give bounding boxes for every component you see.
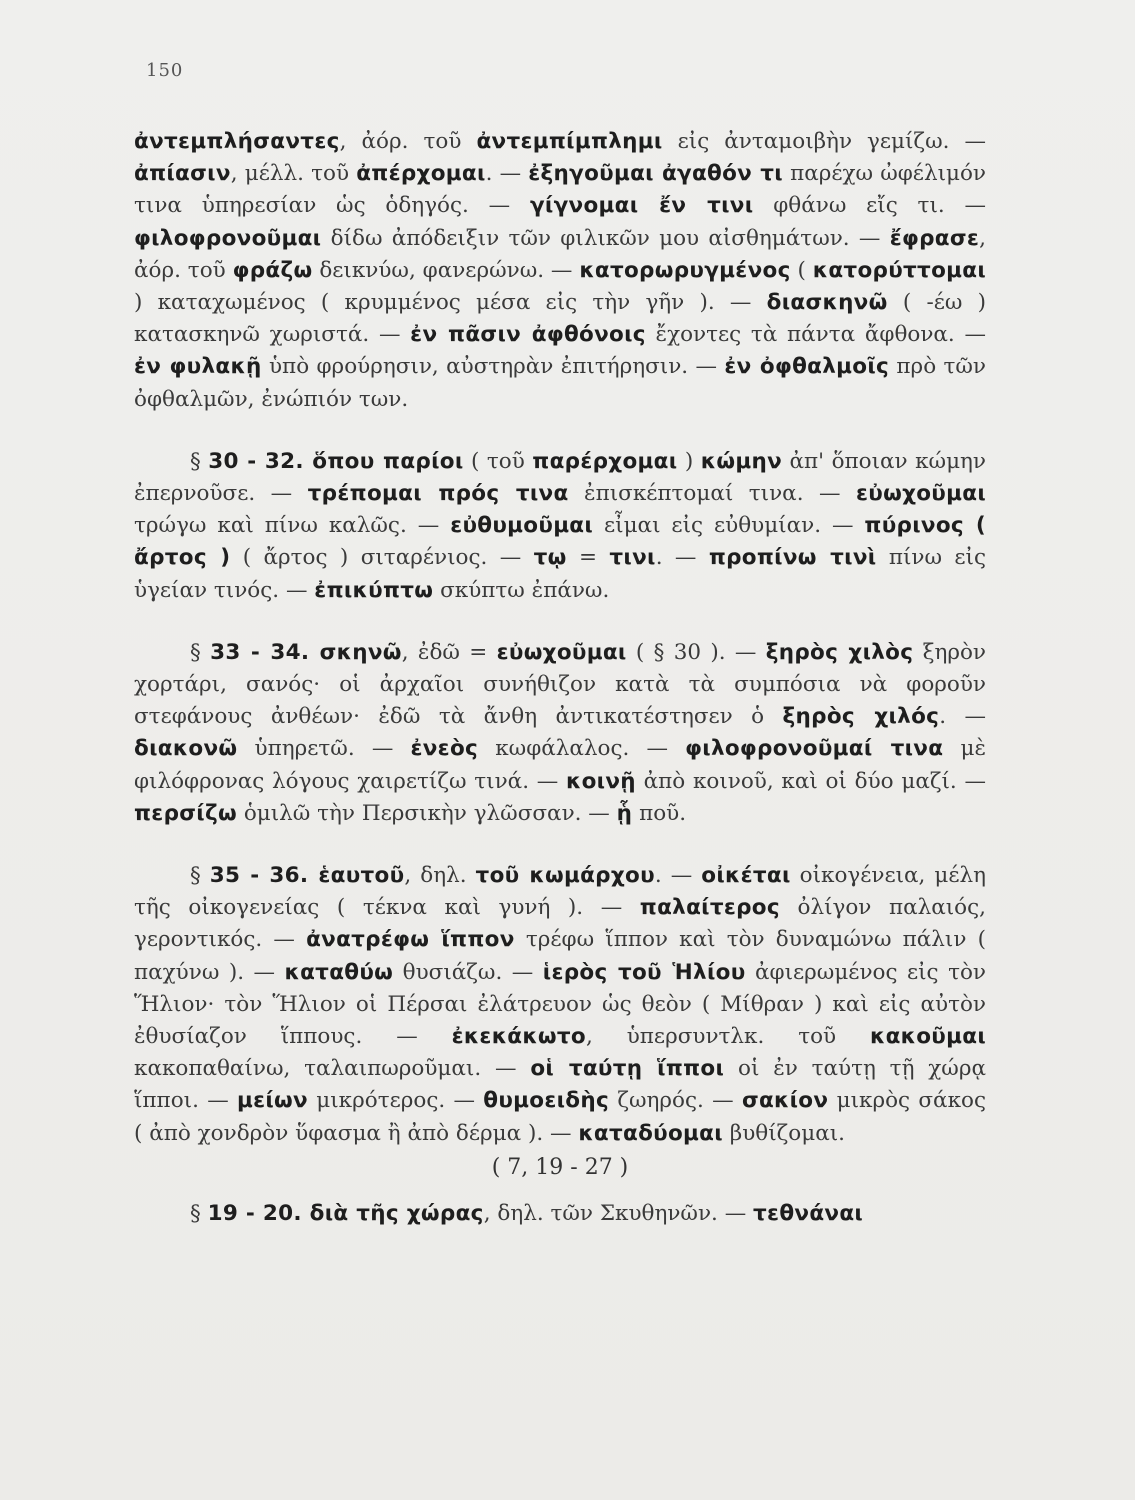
definition-text: κακοπαθαίνω, ταλαιπωροῦμαι. —: [134, 1056, 531, 1082]
definition-text: , ἐδῶ =: [401, 639, 497, 665]
definition-text: μικρότερος. —: [307, 1088, 484, 1114]
definition-text: πρὸ τῶν ὀφθαλμῶν, ἐνώπιόν των.: [134, 354, 987, 412]
definition-text: εἶμαι εἰς εὐθυμίαν. —: [593, 513, 865, 539]
definition-text: ἐπισκέπτομαί τινα. —: [568, 481, 856, 507]
definition-text: δίδω ἀπόδειξιν τῶν φιλικῶν μου αἰσθημάτων. —: [321, 225, 890, 251]
definition-text: μικρὸς σάκος ( ἀπὸ χονδρὸν ὕφασμα ἢ ἀπὸ δέρμα ). —: [134, 1088, 986, 1146]
headword: κατορωρυγμένος: [579, 257, 791, 283]
definition-text: , ἀόρ. τοῦ: [134, 225, 986, 283]
definition-text: (: [790, 257, 813, 283]
headword: ἀπίασιν: [134, 161, 231, 187]
headword: ἐκεκάκωτο: [451, 1024, 587, 1050]
headword: προπίνω τινὶ: [708, 545, 877, 571]
definition-text: , ἀόρ. τοῦ: [339, 129, 477, 154]
definition-text: ὑπηρετῶ. —: [237, 736, 411, 762]
headword: ἐν ὀφθαλμοῖς: [724, 354, 890, 380]
definition-text: ἀπ' ὅποιαν κώμην ἐπερνοῦσε. —: [134, 448, 986, 507]
headword: ἐν πᾶσιν ἀφθόνοις: [410, 322, 646, 348]
definition-text: . —: [655, 545, 709, 571]
headword: ἐν φυλακῇ: [134, 354, 262, 380]
headword: ἱερὸς τοῦ Ἡλίου: [542, 959, 746, 985]
headword: παλαίτερος: [639, 895, 780, 921]
definition-text: πίνω εἰς ὑγείαν τινός. —: [134, 545, 986, 603]
headword: διασκηνῶ: [766, 290, 888, 316]
headword: τινι: [609, 545, 656, 571]
glossary-paragraph: [134, 860, 986, 1150]
headword: καταδύομαι: [578, 1120, 723, 1146]
definition-text: οἰκογένεια, μέλη τῆς οἰκογενείας ( τέκνα καὶ γυνή ). —: [134, 863, 986, 921]
headword: φιλοφρονοῦμαί τινα: [685, 736, 944, 762]
headword: 19 - 20. διὰ τῆς χώρας: [207, 1200, 484, 1226]
headword: τῳ: [533, 545, 567, 571]
definition-text: θυσιάζω. —: [393, 959, 543, 985]
headword: οἰκέται: [701, 863, 791, 889]
headword: εὐωχοῦμαι: [856, 481, 986, 507]
definition-text: δεικνύω, φανερώνω. —: [312, 257, 580, 283]
glossary-paragraph: [134, 126, 986, 416]
definition-text: ἀπὸ κοινοῦ, καὶ οἱ δύο μαζί. —: [635, 768, 986, 794]
headword: κακοῦμαι: [870, 1024, 986, 1050]
definition-text: ): [677, 448, 701, 474]
glossary-paragraph: [134, 446, 986, 607]
headword: τεθνάναι: [753, 1200, 864, 1226]
headword: φιλοφρονοῦμαι: [134, 225, 322, 251]
definition-text: τρώγω καὶ πίνω καλῶς. —: [134, 513, 451, 539]
definition-text: ζωηρός. —: [609, 1088, 742, 1114]
headword: σακίον: [741, 1088, 829, 1114]
definition-text: εἰς ἀνταμοιβὴν γεμίζω. —: [662, 129, 986, 154]
headword: κώμην: [700, 448, 783, 474]
definition-text: φθάνω εἴς τι. —: [753, 193, 986, 219]
headword: γίγνομαι ἔν τινι: [529, 193, 754, 219]
chapter-reference-heading: ( 7, 19 - 27 ): [491, 1154, 629, 1180]
definition-text: =: [566, 545, 610, 571]
glossary-content: [134, 126, 986, 1230]
headword: πύρινος ( ἄρτος ): [134, 513, 986, 571]
definition-text: σκύπτω ἐπάνω.: [433, 577, 610, 603]
headword: μείων: [236, 1088, 308, 1114]
definition-text: ἀφιερωμένος εἰς τὸν Ἥλιον· τὸν Ἥλιον οἱ Πέρσαι ἐλάτρευον ὡς θεὸν ( Μίθραν ) καὶ εἰς αὐτὸν ἐθυσίαζον ἵππους. —: [134, 959, 986, 1050]
definition-text: μὲ φιλόφρονας λόγους χαιρετίζω τινά. —: [134, 736, 986, 794]
definition-text: §: [190, 1200, 208, 1226]
headword: κοινῇ: [566, 768, 636, 794]
headword: εὐωχοῦμαι: [496, 639, 627, 665]
headword: περσίζω: [134, 800, 237, 826]
headword: ἀντεμπλήσαντες: [134, 129, 340, 154]
definition-text: κωφάλαλος. —: [478, 736, 686, 762]
definition-text: , ὑπερσυντλκ. τοῦ: [586, 1024, 871, 1050]
definition-text: βυθίζομαι.: [722, 1120, 845, 1146]
headword: εὐθυμοῦμαι: [450, 513, 594, 539]
headword: ᾗ: [616, 800, 633, 826]
headword: 30 - 32. ὅπου παρίοι: [208, 448, 464, 474]
definition-text: , δηλ.: [404, 863, 476, 889]
page-number: 150: [146, 60, 184, 81]
definition-text: ὀλίγον παλαιός, γεροντικός. —: [134, 895, 986, 953]
definition-text: §: [190, 639, 211, 665]
headword: τρέπομαι πρός τινα: [307, 481, 569, 507]
headword: διακονῶ: [134, 736, 238, 762]
headword: ἔφρασε: [889, 225, 980, 251]
definition-text: τρέφω ἵππον καὶ τὸν δυναμώνω πάλιν ( παχύνω ). —: [134, 927, 986, 985]
headword: ἐξηγοῦμαι ἀγαθόν τι: [528, 161, 783, 187]
definition-text: , μέλλ. τοῦ: [230, 161, 357, 187]
headword: ἐνεὸς: [410, 736, 479, 762]
headword: ξηρὸς χιλός: [782, 704, 940, 730]
headword: ἀνατρέφω ἵππον: [306, 927, 515, 953]
definition-text: ὁμιλῶ τὴν Περσικὴν γλῶσσαν. —: [236, 800, 617, 826]
definition-text: ( τοῦ: [463, 448, 533, 474]
definition-text: . —: [654, 863, 702, 889]
headword: ξηρὸς χιλὸς: [765, 639, 914, 665]
definition-text: ξηρὸν χορτάρι, σανός· οἱ ἀρχαῖοι συνήθιζον κατὰ τὰ συμπόσια νὰ φοροῦν στεφάνους ἀνθέων· ἐδῶ τὰ ἄνθη ἀντικατέστησεν ὁ: [134, 639, 986, 730]
glossary-paragraph-last: [134, 1198, 986, 1230]
definition-text: ( § 30 ). —: [626, 639, 766, 665]
definition-text: ὑπὸ φρούρησιν, αὐστηρὰν ἐπιτήρησιν. —: [261, 354, 725, 380]
definition-text: ( -έω ) κατασκηνῶ χωριστά. —: [134, 290, 986, 348]
definition-text: ἔχοντες τὰ πάντα ἄφθονα. —: [645, 322, 986, 348]
headword: ἀντεμπίμπλημι: [476, 129, 663, 154]
headword: φράζω: [232, 257, 313, 283]
definition-text: §: [190, 448, 209, 474]
definition-text: . —: [485, 161, 529, 187]
headword: ἐπικύπτω: [314, 577, 434, 603]
definition-text: ( ἄρτος ) σιταρένιος. —: [230, 545, 534, 571]
definition-text: §: [190, 863, 210, 889]
headword: τοῦ κωμάρχου: [475, 863, 655, 889]
glossary-paragraph: [134, 637, 986, 830]
headword: οἱ ταύτῃ ἵπποι: [530, 1056, 725, 1082]
definition-text: , δηλ. τῶν Σκυθηνῶν. —: [483, 1200, 754, 1226]
definition-text: ) καταχωμένος ( κρυμμένος μέσα εἰς τὴν γῆν ). —: [134, 290, 767, 316]
headword: παρέρχομαι: [532, 448, 678, 474]
definition-text: οἱ ἐν ταύτῃ τῇ χώρᾳ ἵπποι. —: [134, 1056, 986, 1114]
headword: ἀπέρχομαι: [356, 161, 486, 187]
definition-text: ποῦ.: [632, 800, 687, 826]
headword: καταθύω: [284, 959, 394, 985]
headword: κατορύττομαι: [812, 257, 987, 283]
definition-text: παρέχω ὠφέλιμόν τινα ὑπηρεσίαν ὡς ὁδηγός. —: [134, 161, 986, 219]
headword: 33 - 34. σκηνῶ: [210, 639, 402, 665]
headword: θυμοειδὴς: [483, 1088, 610, 1114]
definition-text: . —: [939, 704, 986, 730]
headword: 35 - 36. ἑαυτοῦ: [209, 863, 405, 889]
